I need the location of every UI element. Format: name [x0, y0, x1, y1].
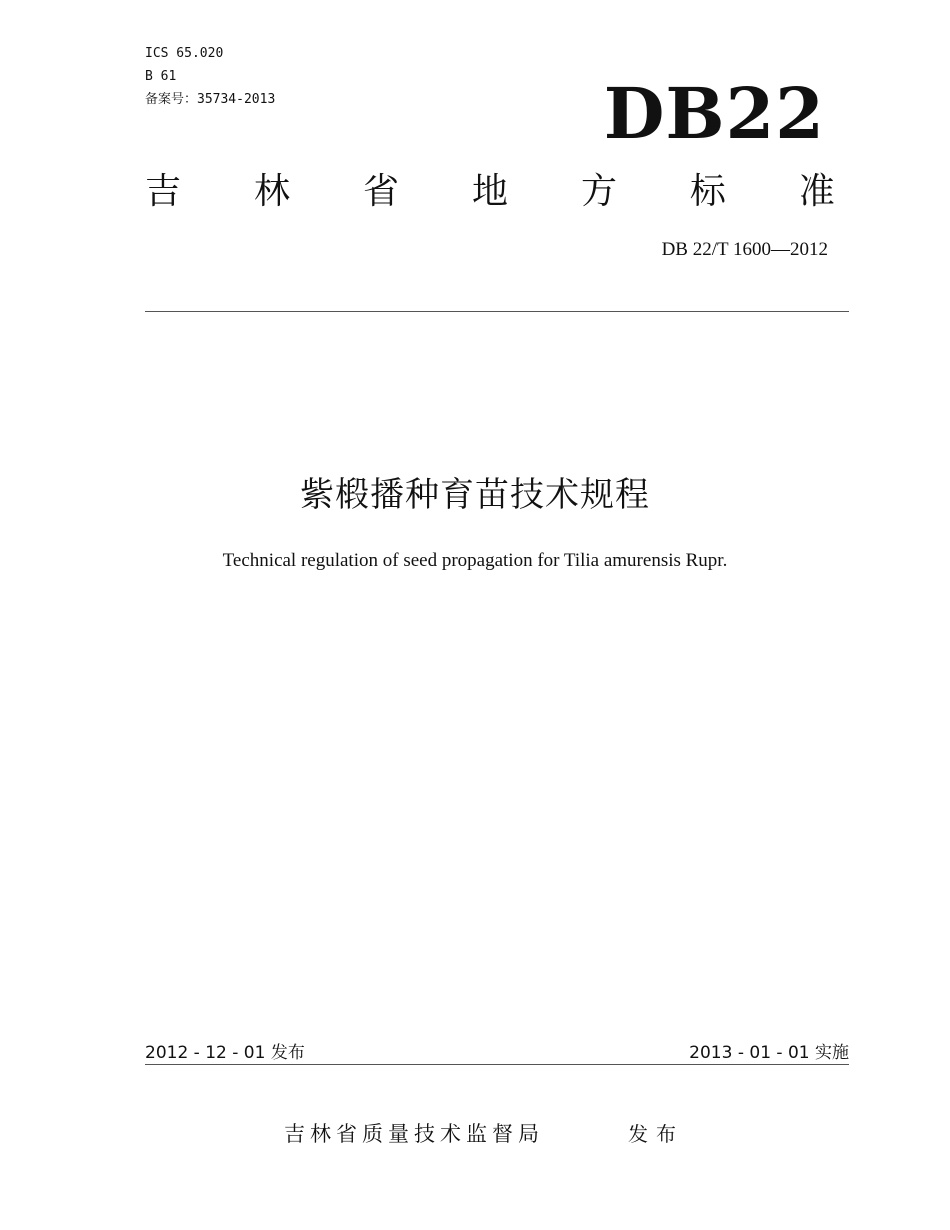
record-number: 备案号：35734-2013 [145, 92, 276, 107]
standard-logo: DB22 [603, 72, 825, 155]
implementation-date: 2013 - 01 - 01 实施 [689, 1043, 849, 1063]
footer-divider [145, 1064, 849, 1065]
ics-code: ICS 65.020 [145, 46, 224, 61]
document-title-english: Technical regulation of seed propagation for Tilia amurensis Rupr. [222, 550, 728, 571]
standard-number: DB 22/T 1600—2012 [661, 239, 828, 260]
standard-title-char: 省 [362, 171, 399, 212]
classification-code: B 61 [145, 69, 177, 84]
standard-title-char: 方 [580, 171, 617, 212]
standard-title-char: 林 [253, 171, 290, 212]
standard-title-char: 地 [471, 171, 508, 212]
standard-category-title [145, 170, 835, 214]
standard-title-char: 标 [689, 171, 726, 212]
standard-title-char: 吉 [145, 171, 182, 212]
publisher-name: 吉林省质量技术监督局 [284, 1122, 544, 1146]
document-title-chinese: 紫椴播种育苗技术规程 [300, 475, 650, 515]
standard-title-char: 准 [798, 171, 835, 212]
issue-date: 2012 - 12 - 01 发布 [145, 1043, 305, 1063]
publisher-action: 发布 [628, 1122, 684, 1146]
header-divider [145, 311, 849, 312]
